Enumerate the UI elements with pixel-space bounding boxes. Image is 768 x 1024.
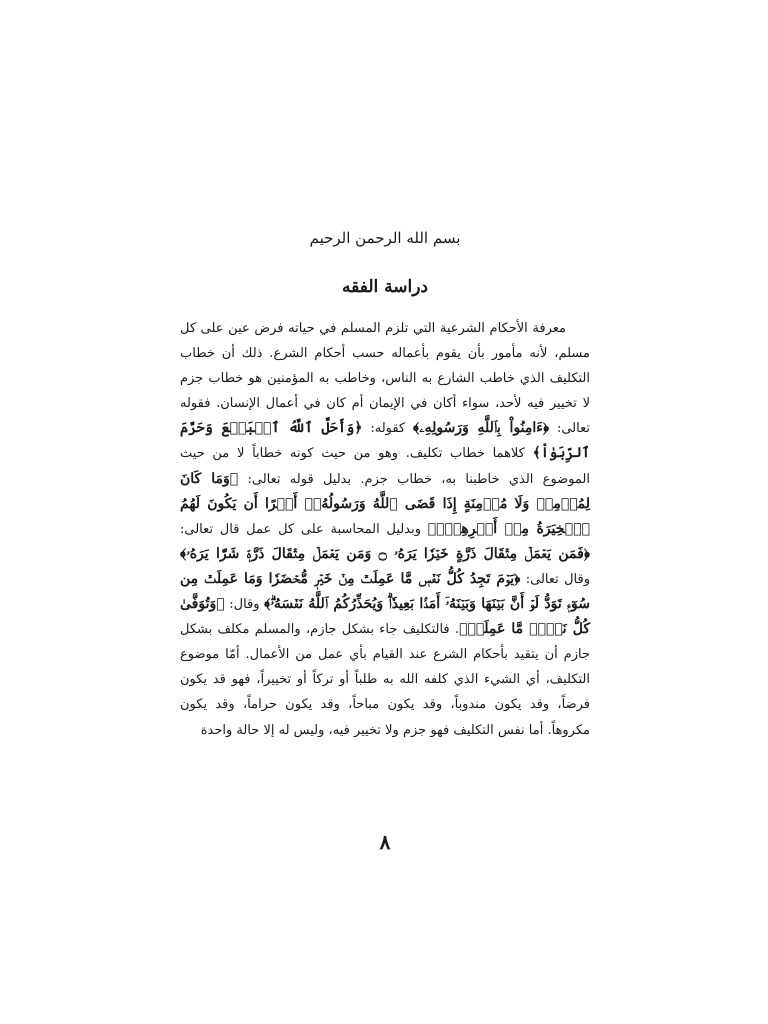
quran-quote: ﴿يَوۡمَ تَجِدُ كُلُّ نَفۡسٖ مَّا عَمِلَتۡ مِنۡ خَيۡرٖ مُّحۡضَرٗا وَمَا عَمِلَتۡ مِن سُوٓءٖ تَوَدُّ لَوۡ أَنَّ بَيۡنَهَا وَبَيۡنَهُۥٓ أَمَدَۢا بَعِيدٗاۗ وَيُحَذِّرُكُمُ ٱللَّهُ نَفۡسَهُۥۗ﴾ — [180, 570, 590, 613]
page-number: ٨ — [379, 830, 391, 854]
basmala: بسم الله الرحمن الرحيم — [309, 229, 461, 247]
quran-quote: ﴿فَمَن يَعۡمَلۡ مِثۡقَالَ ذَرَّةٍ خَيۡرٗا يَرَهُۥ ۝ وَمَن يَعۡمَلۡ مِثۡقَالَ ذَرَّةٖ شَرّٗا يَرَهُۥ﴾ — [180, 545, 590, 562]
quran-quote: ﴿وَمَا كَانَ لِمُؤۡمِنٖ وَلَا مُؤۡمِنَةٍ إِذَا قَضَى ٱللَّهُ وَرَسُولُهُۥٓ أَمۡرًا أَن يَكُونَ لَهُمُ ٱلۡخِيَرَةُ مِنۡ أَمۡرِهِمۡۗ﴾ — [180, 470, 591, 537]
quran-quote: ﴿ءَامِنُواْ بِٱللَّهِ وَرَسُولِهِۦ﴾ — [413, 420, 550, 437]
paragraph-text: كقوله: — [362, 421, 414, 437]
body-paragraph — [180, 316, 590, 743]
quran-quote: ﴿وَتُوَفَّىٰ كُلُّ نَفۡسٖ مَّا عَمِلَتۡ﴾ — [180, 596, 590, 638]
paragraph-text: وقال: — [224, 597, 265, 613]
paragraph-text: . فالتكليف جاء بشكل جازم، والمسلم مكلف بشكل جازم أن يتقيد بأحكام الشرع عند القيام بأي عمل من الأعمال. أمّا موضوع التكليف، أي الشيء الذي كلفه الله به طلباً أو تركاً أو تخييراً، فهو قد يكون فرضاً، وقد يكون مندوباً، وقد يكون مباحاً، وقد يكون حراماً، وقد يكون مكروهاً. أما نفس التكليف فهو جزم ولا تخيير فيه، وليس له إلا حالة واحدة — [180, 622, 590, 738]
paragraph-text: معرفة الأحكام الشرعية التي تلزم المسلم في حياته فرض عين على كل مسلم، لأنه مأمور بأن يقوم بأعماله حسب أحكام الشرع. ذلك أن خطاب التكليف الذي خاطب الشارع به الناس، وخاطب به المؤمنين هو خطاب جزم لا تخيير فيه لأحد، سواء أكان في الإيمان أم كان في أعمال الإنسان. فقوله تعالى: — [180, 321, 590, 437]
document-page — [180, 0, 590, 1024]
paragraph-text: كلاهما خطاب تكليف. وهو من حيث كونه خطاباً لا من حيث الموضوع الذي خاطبنا به، خطاب جزم. بدليل قوله تعالى: — [180, 446, 590, 487]
paragraph-text: وقال تعالى: — [520, 571, 590, 587]
paragraph-text: وبدليل المحاسبة على كل عمل قال تعالى: — [180, 521, 428, 537]
page-title: دراسة الفقه — [342, 277, 428, 297]
quran-quote: ﴿وَأَحَلَّ ٱللَّهُ ٱلۡبَيۡعَ وَحَرَّمَ ٱلرِّبَوٰاْ﴾ — [180, 420, 590, 462]
